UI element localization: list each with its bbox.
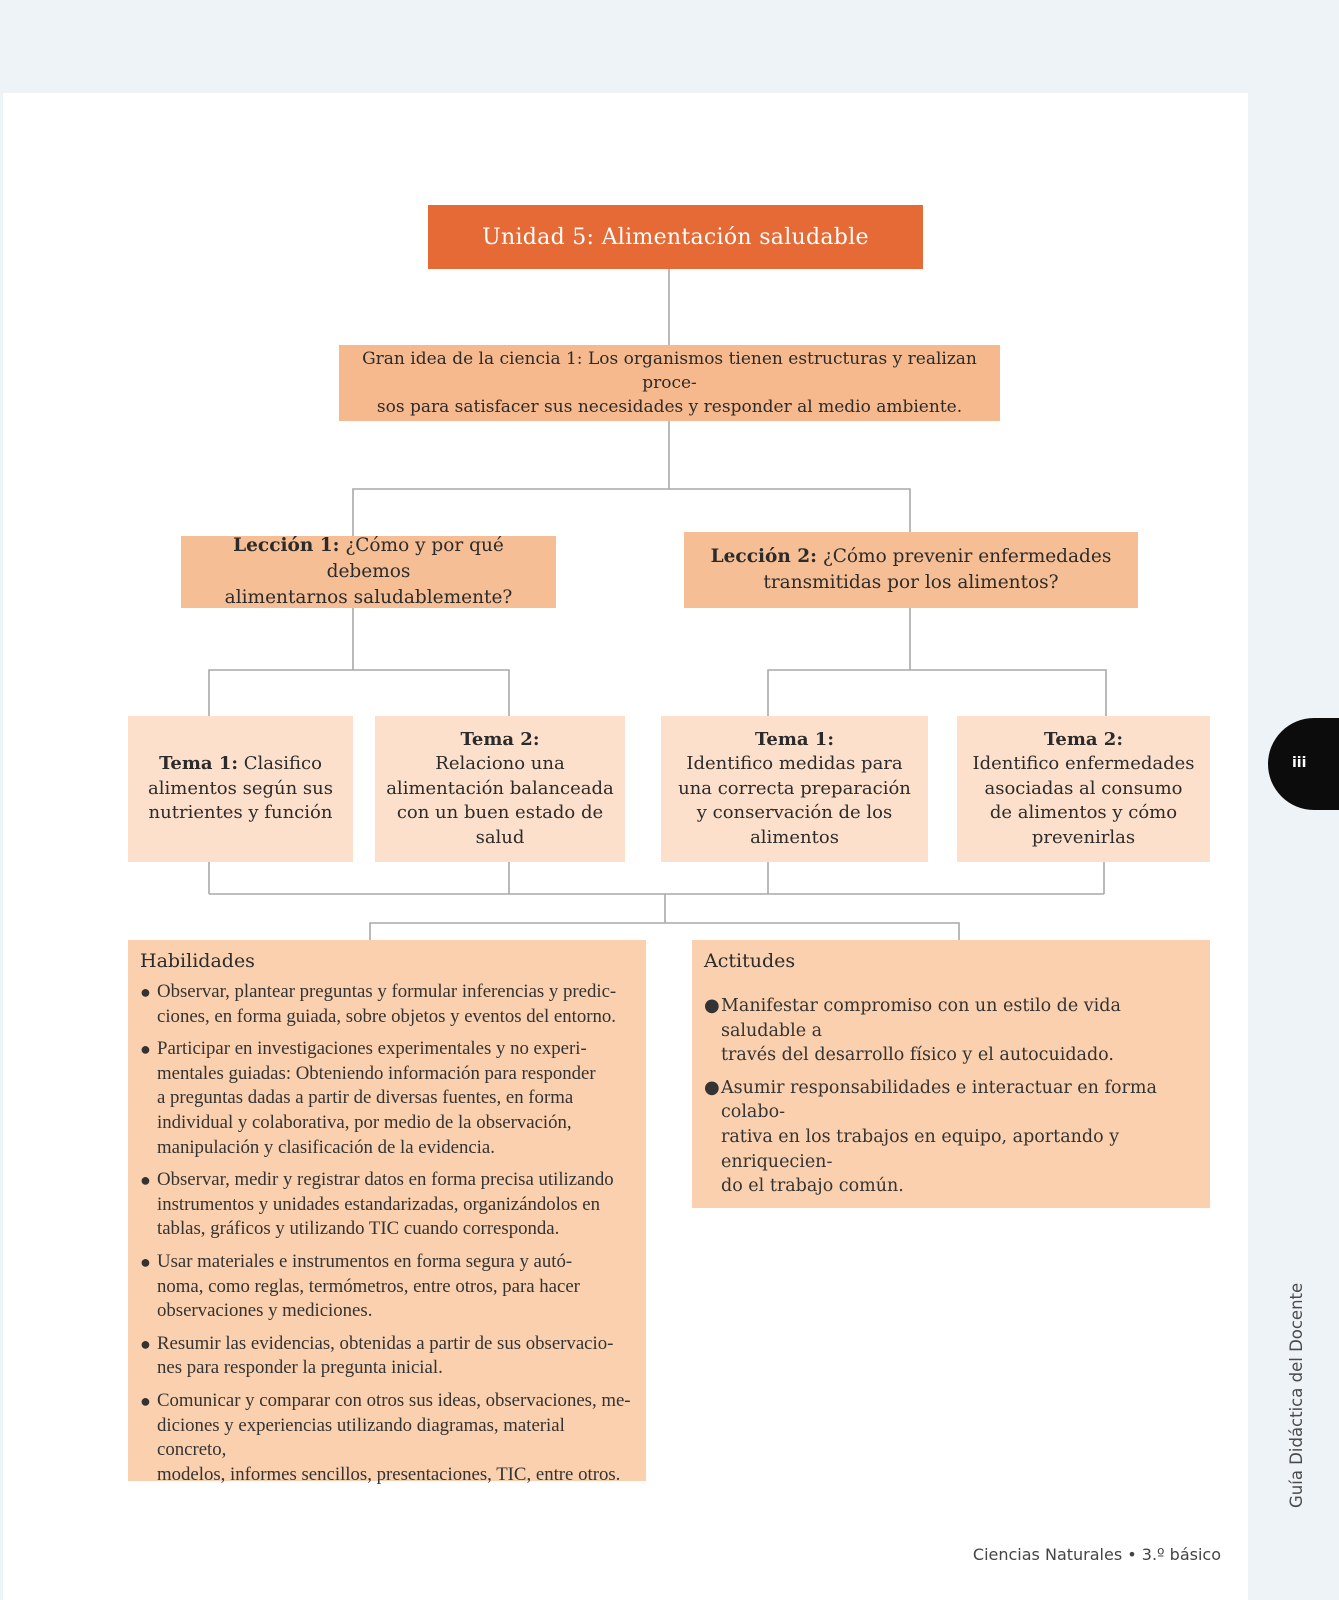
list-item bbox=[140, 1037, 634, 1160]
page-number: iii bbox=[1292, 755, 1307, 771]
bullet-icon: ● bbox=[140, 1170, 151, 1191]
attitudes-title: Actitudes bbox=[704, 950, 796, 972]
bullet-icon: ● bbox=[140, 1039, 151, 1060]
item-line: tablas, gráficos y utilizando TIC cuando corresponda. bbox=[157, 1218, 560, 1240]
item-line: noma, como reglas, termómetros, entre otros, para hacer bbox=[157, 1275, 580, 1297]
topic-line: con un buen estado de bbox=[396, 802, 604, 824]
bullet-icon: ● bbox=[140, 1333, 151, 1354]
lesson-1-topic-2-box bbox=[375, 716, 625, 862]
list-item bbox=[704, 994, 1198, 1068]
item-line: Observar, plantear preguntas y formular inferencias y predic- bbox=[157, 981, 617, 1002]
topic-line: alimentos según sus bbox=[148, 777, 333, 799]
item-line: ciones, en forma guiada, sobre objetos y eventos del entorno. bbox=[157, 1005, 616, 1027]
item-line: Comunicar y comparar con otros sus ideas, observaciones, me- bbox=[157, 1389, 631, 1411]
topic-line: alimentos bbox=[750, 826, 839, 848]
unit-title-box bbox=[428, 205, 923, 269]
list-item bbox=[140, 1332, 634, 1381]
attitudes-list bbox=[704, 994, 1198, 1199]
topic-label: Tema 1: bbox=[159, 753, 238, 775]
bullet-icon: ● bbox=[140, 1251, 151, 1272]
topic-line: una correcta preparación bbox=[678, 777, 911, 799]
item-line: diciones y experiencias utilizando diagramas, material concreto, bbox=[157, 1414, 565, 1461]
lesson-2-line: ¿Cómo prevenir enfermedades bbox=[822, 546, 1112, 567]
item-line: manipulación y clasificación de la evidencia. bbox=[157, 1136, 495, 1158]
list-item bbox=[140, 980, 634, 1029]
topic-line: Relaciono una bbox=[435, 753, 565, 775]
lesson-1-line: alimentarnos saludablemente? bbox=[224, 587, 513, 608]
footer-text: Ciencias Naturales • 3.º básico bbox=[972, 1545, 1221, 1564]
bullet-icon: ● bbox=[140, 1390, 151, 1411]
item-line: mentales guiadas: Obteniendo información para responder bbox=[157, 1062, 596, 1084]
lesson-2-line: transmitidas por los alimentos? bbox=[763, 572, 1059, 593]
lesson-2-topic-1-box bbox=[661, 716, 928, 862]
list-item bbox=[140, 1389, 634, 1487]
attitudes-panel bbox=[692, 940, 1210, 1208]
topic-label: Tema 1: bbox=[755, 728, 834, 750]
list-item bbox=[140, 1250, 634, 1324]
item-line: do el trabajo común. bbox=[721, 1176, 904, 1197]
side-label: Guía Didáctica del Docente bbox=[1287, 1282, 1306, 1508]
topic-line: y conservación de los bbox=[696, 802, 893, 824]
topic-line: alimentación balanceada bbox=[386, 777, 614, 799]
bullet-icon: ● bbox=[140, 982, 151, 1002]
connector-l2-topics bbox=[768, 670, 1106, 716]
big-idea-line: sos para satisfacer sus necesidades y responder al medio ambiente. bbox=[376, 397, 963, 417]
item-line: Resumir las evidencias, obtenidas a partir de sus observacio- bbox=[157, 1332, 614, 1354]
big-idea-box bbox=[339, 345, 1000, 421]
item-line: Observar, medir y registrar datos en forma precisa utilizando bbox=[157, 1169, 614, 1191]
skills-title: Habilidades bbox=[140, 950, 255, 972]
topic-line: prevenirlas bbox=[1031, 826, 1136, 848]
bullet-icon: ● bbox=[704, 1076, 720, 1098]
connector-panels bbox=[370, 923, 959, 940]
skills-list bbox=[140, 980, 634, 1487]
item-line: observaciones y mediciones. bbox=[157, 1300, 373, 1322]
lesson-2-label: Lección 2: bbox=[710, 546, 817, 567]
topic-line: Identifico enfermedades bbox=[972, 753, 1195, 775]
lesson-1-line: ¿Cómo y por qué debemos bbox=[326, 535, 504, 582]
skills-panel bbox=[128, 940, 646, 1485]
lesson-2-topic-2-box bbox=[957, 716, 1210, 862]
topic-line: Identifico medidas para bbox=[686, 753, 903, 775]
topic-label: Tema 2: bbox=[460, 728, 540, 750]
bullet-icon: ● bbox=[704, 995, 720, 1016]
list-item bbox=[140, 1168, 634, 1242]
topic-line: nutrientes y función bbox=[148, 802, 333, 824]
topic-line: Clasifico bbox=[243, 753, 322, 775]
topic-line: de alimentos y cómo bbox=[989, 802, 1178, 824]
lesson-2-box bbox=[684, 532, 1138, 608]
item-line: Participar en investigaciones experimentales y no experi- bbox=[157, 1038, 587, 1060]
connector-l1-topics bbox=[209, 670, 509, 716]
lesson-1-topic-1-box bbox=[128, 716, 353, 862]
topic-label: Tema 2: bbox=[1044, 728, 1123, 750]
lesson-1-box bbox=[181, 536, 556, 608]
item-line: individual y colaborativa, por medio de la observación, bbox=[157, 1111, 572, 1133]
topic-line: salud bbox=[475, 826, 525, 848]
item-line: a preguntas dadas a partir de diversas fuentes, en forma bbox=[157, 1087, 574, 1109]
unit-title: Unidad 5: Alimentación saludable bbox=[482, 224, 869, 250]
big-idea-line: Gran idea de la ciencia 1: Los organismos tienen estructuras y realizan proce- bbox=[362, 349, 977, 393]
item-line: rativa en los trabajos en equipo, aportando y enriquecien- bbox=[721, 1126, 1120, 1172]
item-line: través del desarrollo físico y el autocuidado. bbox=[721, 1045, 1114, 1066]
list-item bbox=[704, 1076, 1198, 1199]
item-line: instrumentos y unidades estandarizadas, organizándolos en bbox=[157, 1193, 600, 1215]
item-line: Usar materiales e instrumentos en forma segura y autó- bbox=[157, 1250, 573, 1272]
connector-lessons bbox=[353, 489, 910, 536]
item-line: Manifestar compromiso con un estilo de vida saludable a bbox=[721, 996, 1121, 1041]
item-line: modelos, informes sencillos, presentaciones, TIC, entre otros. bbox=[157, 1463, 621, 1485]
topic-line: asociadas al consumo bbox=[984, 777, 1183, 799]
item-line: nes para responder la pregunta inicial. bbox=[157, 1357, 443, 1379]
item-line: Asumir responsabilidades e interactuar en forma colabo- bbox=[721, 1077, 1157, 1123]
lesson-1-label: Lección 1: bbox=[233, 535, 340, 556]
